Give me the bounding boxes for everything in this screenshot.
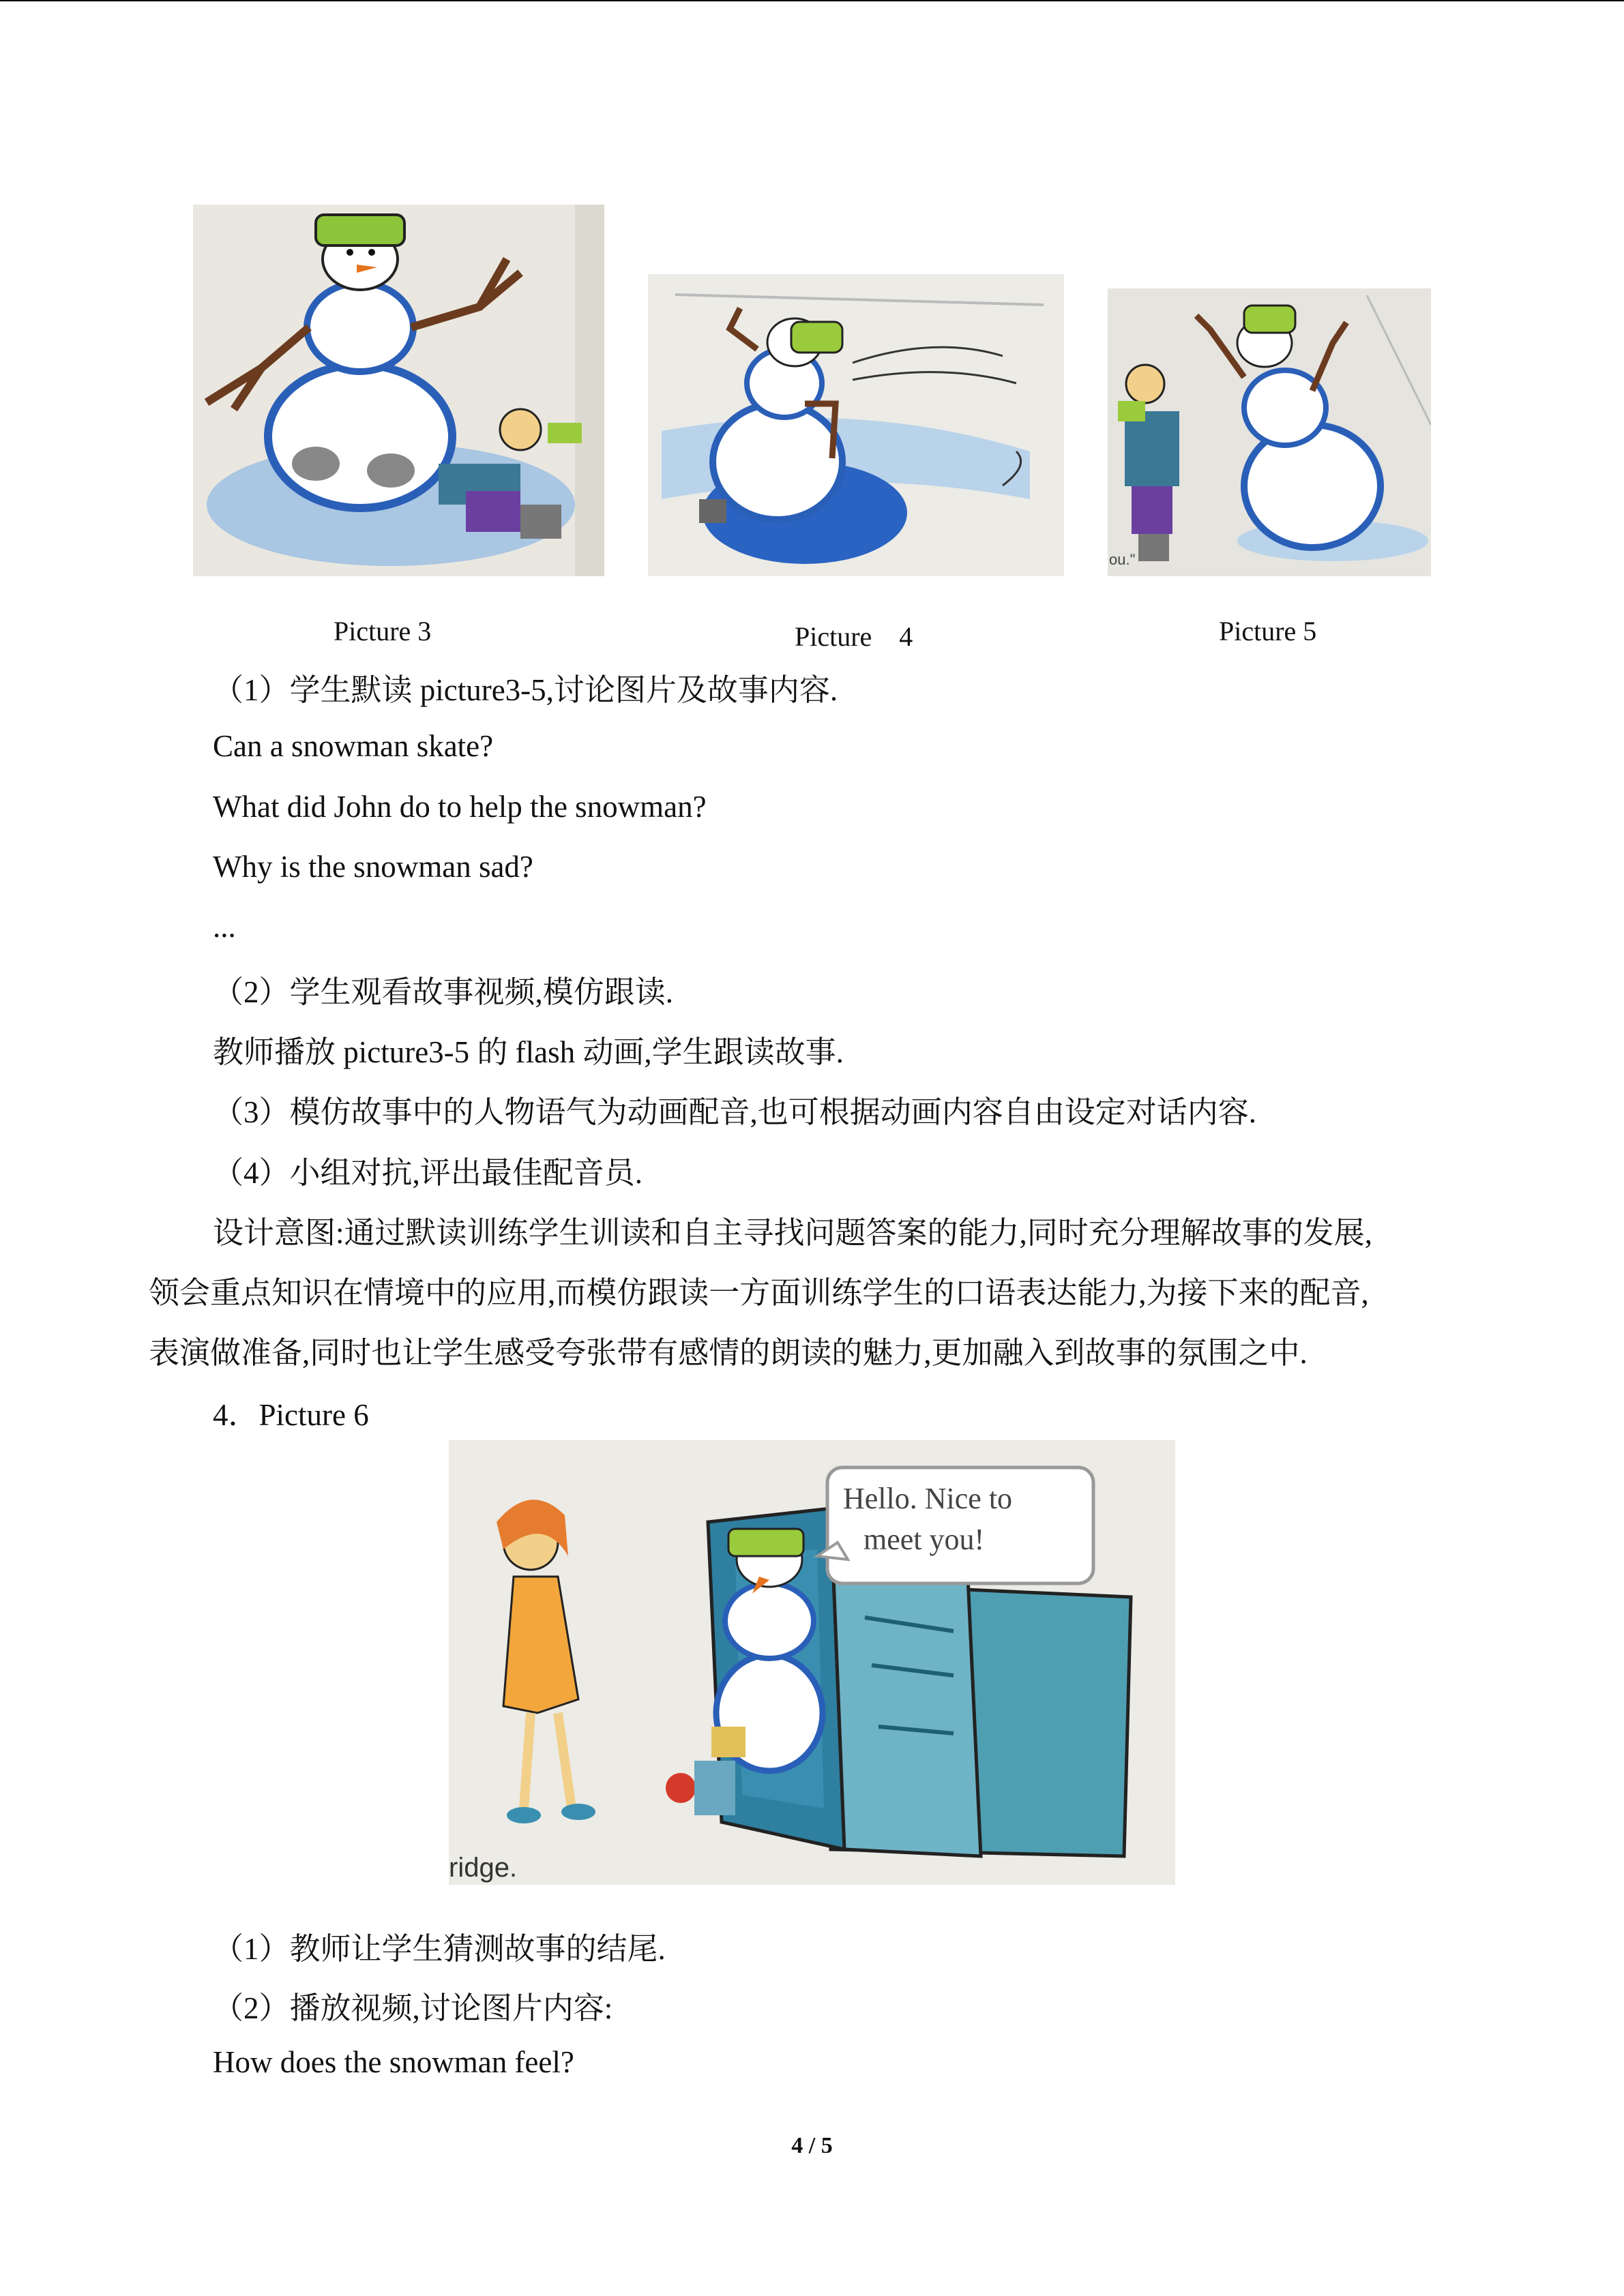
picture-5-illustration xyxy=(1108,288,1431,576)
step-2-line: （2）学生观看故事视频,模仿跟读. xyxy=(213,975,674,1009)
question-3: Why is the snowman sad? xyxy=(213,850,533,884)
design-intent-line-1: 设计意图:通过默读训练学生训读和自主寻找问题答案的能力,同时充分理解故事的发展, xyxy=(213,1216,1373,1250)
picture-6-illustration xyxy=(449,1440,1175,1885)
question-1: Can a snowman skate? xyxy=(213,729,494,763)
speech-bubble-line-1: Hello. Nice to xyxy=(843,1482,1013,1515)
picture-6-corner-text: ridge. xyxy=(449,1853,518,1883)
step-4-line: （4）小组对抗,评出最佳配音员. xyxy=(213,1156,643,1190)
speech-bubble-line-2: meet you! xyxy=(863,1523,985,1556)
caption-picture-5: Picture 5 xyxy=(1219,616,1317,646)
design-intent-line-3: 表演做准备,同时也让学生感受夸张带有感情的朗读的魅力,更加融入到故事的氛围之中. xyxy=(149,1336,1308,1370)
step-3-line: （3）模仿故事中的人物语气为动画配音,也可根据动画内容自由设定对话内容. xyxy=(213,1095,1257,1129)
step-1-line: （1）学生默读 picture3-5,讨论图片及故事内容. xyxy=(213,673,838,707)
picture-3-illustration xyxy=(193,205,604,576)
page-top-border xyxy=(0,0,1624,1)
end-question-line: How does the snowman feel? xyxy=(213,2045,574,2079)
end-step-2-line: （2）播放视频,讨论图片内容: xyxy=(213,1991,613,2025)
end-step-1-line: （1）教师让学生猜测故事的结尾. xyxy=(213,1932,666,1966)
section-heading-picture-6: 4．Picture 6 xyxy=(213,1398,369,1432)
design-intent-line-2: 领会重点知识在情境中的应用,而模仿跟读一方面训练学生的口语表达能力,为接下来的配音, xyxy=(149,1276,1369,1310)
teacher-play-line: 教师播放 picture3-5 的 flash 动画,学生跟读故事. xyxy=(213,1035,844,1069)
question-2: What did John do to help the snowman? xyxy=(213,790,707,824)
ellipsis-line: ... xyxy=(213,910,236,944)
caption-picture-4: Picture 4 xyxy=(795,621,913,652)
caption-picture-3: Picture 3 xyxy=(334,616,432,646)
picture-5-corner-text: ou." xyxy=(1109,551,1136,568)
page-number: 4 / 5 xyxy=(791,2133,833,2158)
picture-4-illustration xyxy=(648,274,1064,576)
